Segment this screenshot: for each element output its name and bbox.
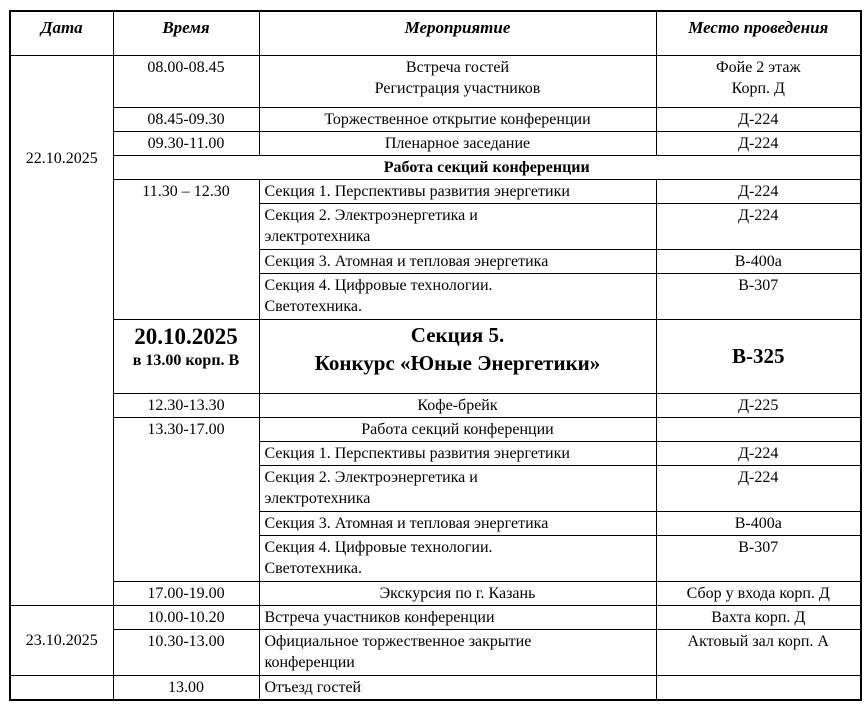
event-line: Встреча гостей: [405, 58, 510, 76]
special-date-cell: [113, 319, 259, 393]
schedule-row: [10, 107, 861, 131]
event-line: конференции: [264, 653, 355, 671]
event-cell: Кофе-брейк: [259, 393, 656, 417]
event-line: Секция 4. Цифровые технологии.: [264, 276, 493, 294]
venue-cell: Вахта корп. Д: [656, 605, 861, 629]
event-line: Секция 2. Электроэнергетика и: [264, 468, 478, 486]
event-line: Светотехника.: [264, 297, 362, 315]
venue-cell: Д-224: [656, 131, 861, 155]
event-line: Секция 5.: [410, 322, 505, 347]
event-line: Секция 2. Электроэнергетика и: [264, 206, 478, 224]
event-line: Секция 4. Цифровые технологии.: [264, 538, 493, 556]
date-cell-empty: [10, 675, 113, 700]
schedule-row: [10, 55, 861, 107]
venue-cell: В-400а: [656, 511, 861, 535]
event-cell: Встреча участников конференции: [259, 605, 656, 629]
time-cell: 10.30-13.00: [113, 629, 259, 675]
venue-line: Корп. Д: [731, 79, 785, 97]
event-cell: Секция 3. Атомная и тепловая энергетика: [259, 511, 656, 535]
event-cell: Секция 3. Атомная и тепловая энергетика: [259, 249, 656, 273]
venue-cell: Д-225: [656, 393, 861, 417]
venue-cell: Д-224: [656, 203, 861, 249]
event-cell: [259, 465, 656, 511]
section-header-row: [10, 155, 861, 179]
special-date: 20.10.2025: [134, 323, 238, 349]
special-venue-cell: В-325: [656, 319, 861, 393]
time-cell: 08.45-09.30: [113, 107, 259, 131]
venue-cell: В-400а: [656, 249, 861, 273]
event-cell: Пленарное заседание: [259, 131, 656, 155]
schedule-row: [10, 417, 861, 441]
date-cell-day2: [10, 605, 113, 675]
event-cell: Работа секций конференции: [259, 417, 656, 441]
venue-cell: Актовый зал корп. А: [656, 629, 861, 675]
event-cell: [259, 273, 656, 319]
venue-cell-empty: [656, 417, 861, 441]
event-line: электротехника: [264, 227, 371, 245]
time-cell: 11.30 – 12.30: [113, 179, 259, 319]
venue-cell: В-307: [656, 273, 861, 319]
header-venue-cell: Место проведения: [656, 11, 861, 55]
venue-cell-empty: [656, 675, 861, 700]
event-line: Официальное торжественное закрытие: [264, 632, 532, 650]
date-label: 23.10.2025: [25, 631, 98, 649]
header-date-cell: Дата: [10, 11, 113, 55]
time-cell: 13.00: [113, 675, 259, 700]
event-cell: Отъезд гостей: [259, 675, 656, 700]
header-time-cell: Время: [113, 11, 259, 55]
event-cell: [259, 55, 656, 107]
date-label: 22.10.2025: [25, 149, 98, 167]
venue-cell: [656, 55, 861, 107]
event-cell: [259, 629, 656, 675]
event-line: Конкурс «Юные Энергетики»: [314, 350, 601, 375]
venue-cell: Д-224: [656, 179, 861, 203]
special-event-cell: [259, 319, 656, 393]
event-cell: Экскурсия по г. Казань: [259, 581, 656, 605]
schedule-row: [10, 393, 861, 417]
schedule-row: [10, 131, 861, 155]
special-section-row: [10, 319, 861, 393]
venue-cell: В-307: [656, 535, 861, 581]
date-cell-day1: [10, 55, 113, 605]
time-cell: 17.00-19.00: [113, 581, 259, 605]
event-line: Регистрация участников: [374, 79, 541, 97]
venue-cell: Д-224: [656, 465, 861, 511]
schedule-row: [10, 629, 861, 675]
time-cell: 12.30-13.30: [113, 393, 259, 417]
schedule-row: [10, 675, 861, 700]
venue-cell: Д-224: [656, 107, 861, 131]
section-header-cell: Работа секций конференции: [113, 155, 861, 179]
header-row: [10, 11, 861, 55]
event-cell: Торжественное открытие конференции: [259, 107, 656, 131]
event-cell: Секция 1. Перспективы развития энергетики: [259, 179, 656, 203]
venue-cell: Сбор у входа корп. Д: [656, 581, 861, 605]
event-line: Светотехника.: [264, 559, 362, 577]
schedule-row: [10, 581, 861, 605]
time-cell: 13.30-17.00: [113, 417, 259, 581]
time-cell: 10.00-10.20: [113, 605, 259, 629]
venue-cell: Д-224: [656, 441, 861, 465]
event-cell: Секция 1. Перспективы развития энергетики: [259, 441, 656, 465]
schedule-row: [10, 179, 861, 203]
header-event-cell: Мероприятие: [259, 11, 656, 55]
time-cell: 08.00-08.45: [113, 55, 259, 107]
venue-line: Фойе 2 этаж: [715, 58, 801, 76]
event-line: электротехника: [264, 489, 371, 507]
schedule-row: [10, 605, 861, 629]
event-cell: [259, 535, 656, 581]
special-date-note: в 13.00 корп. В: [132, 351, 240, 369]
time-cell: 09.30-11.00: [113, 131, 259, 155]
event-cell: [259, 203, 656, 249]
conference-schedule-table: [9, 10, 862, 701]
